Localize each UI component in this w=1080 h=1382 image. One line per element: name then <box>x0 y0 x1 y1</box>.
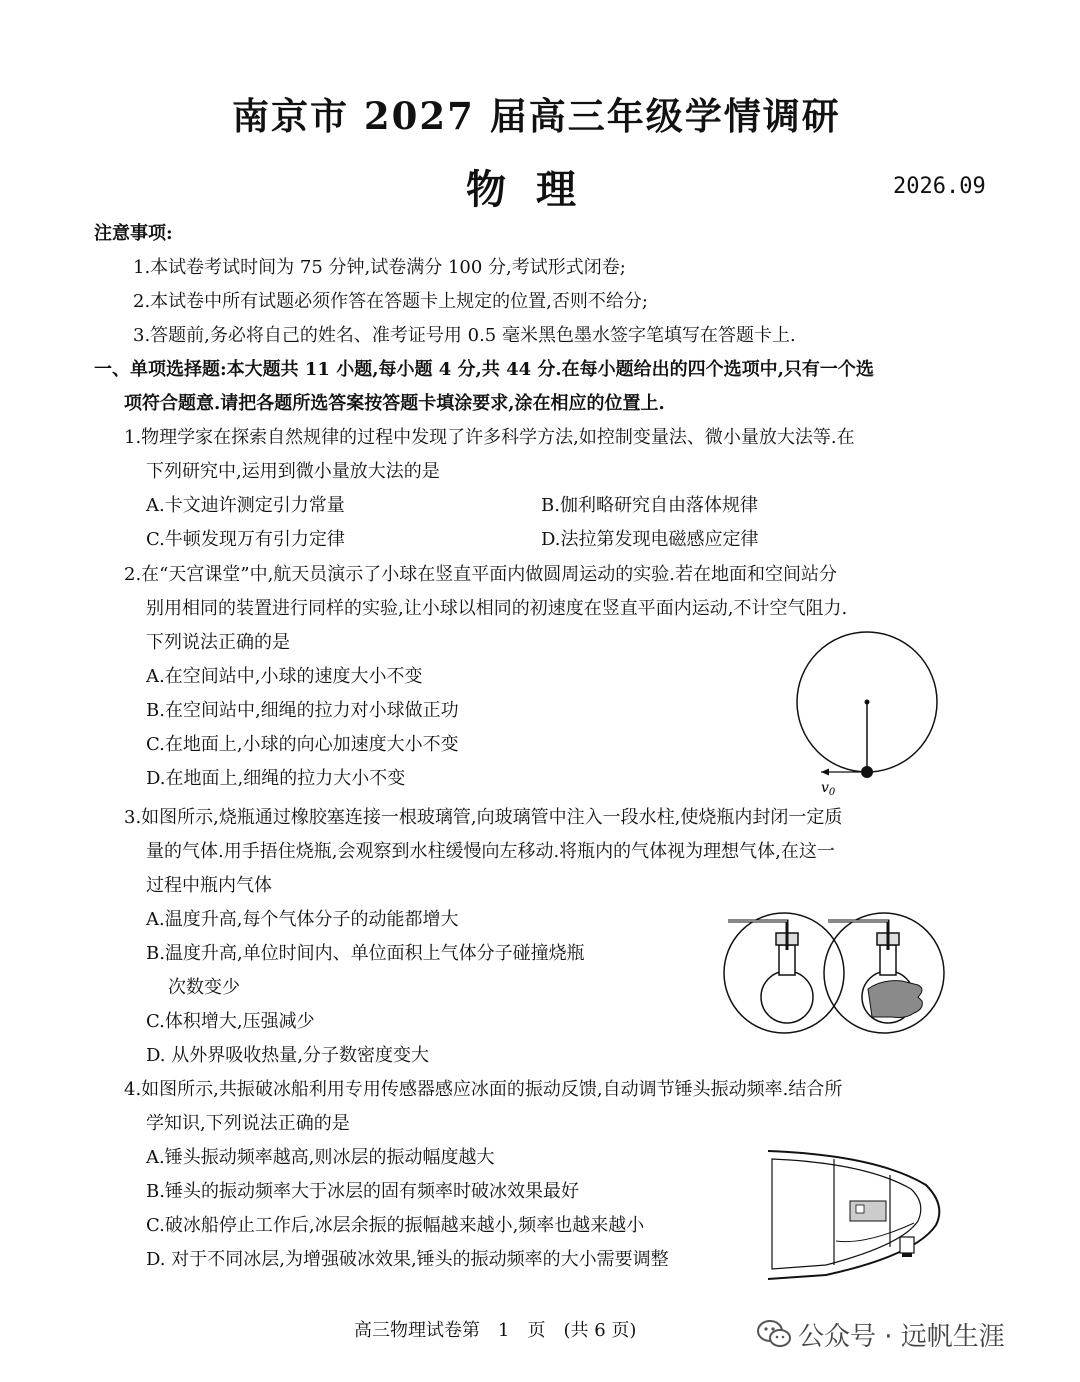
notice-item-1: 1.本试卷考试时间为 75 分钟,试卷满分 100 分,考试形式闭卷; <box>133 257 626 278</box>
q1-option-a: A.卡文迪许测定引力常量 <box>146 495 345 516</box>
q4-stem-line-1: 4.如图所示,共振破冰船利用专用传感器感应冰面的振动反馈,自动调节锤头振动频率.结合所 <box>124 1079 843 1100</box>
q2-stem-line-3: 下列说法正确的是 <box>146 632 290 653</box>
q2-option-c: C.在地面上,小球的向心加速度大小不变 <box>146 734 459 755</box>
q4-option-a: A.锤头振动频率越高,则冰层的振动幅度越大 <box>146 1147 495 1168</box>
ball <box>861 766 873 778</box>
q3-stem-line-2: 量的气体.用手捂住烧瓶,会观察到水柱缓慢向左移动.将瓶内的气体视为理想气体,在这一 <box>146 841 835 862</box>
q2-stem-line-1: 2.在“天宫课堂”中,航天员演示了小球在竖直平面内做圆周运动的实验.若在地面和空间站分 <box>124 564 838 585</box>
q3-option-b-line-1: B.温度升高,单位时间内、单位面积上气体分子碰撞烧瓶 <box>146 943 585 964</box>
sensor-box <box>856 1205 864 1213</box>
notice-item-2: 2.本试卷中所有试题必须作答在答题卡上规定的位置,否则不给分; <box>133 291 648 312</box>
q4-option-c: C.破冰船停止工作后,冰层余振的振幅越来越小,频率也越来越小 <box>146 1215 645 1236</box>
q2-circle-figure <box>795 632 945 797</box>
q2-stem-line-2: 别用相同的装置进行同样的实验,让小球以相同的初速度在竖直平面内运动,不计空气阻力. <box>146 598 848 619</box>
q3-option-a: A.温度升高,每个气体分子的动能都增大 <box>146 909 459 930</box>
q2-option-d: D.在地面上,细绳的拉力大小不变 <box>146 768 406 789</box>
section-heading-line-1: 一、单项选择题:本大题共 11 小题,每小题 4 分,共 44 分.在每小题给出的四个选项中,只有一个选 <box>94 359 874 380</box>
left-flask <box>728 921 813 1023</box>
wechat-icon <box>757 1319 791 1349</box>
notice-item-3: 3.答题前,务必将自己的姓名、准考证号用 0.5 毫米黑色墨水签字笔填写在答题卡上. <box>133 325 796 346</box>
q4-option-d: D. 对于不同冰层,为增强破冰效果,锤头的振动频率的大小需要调整 <box>146 1249 669 1270</box>
q3-option-d: D. 从外界吸收热量,分子数密度变大 <box>146 1045 429 1066</box>
q2-option-b: B.在空间站中,细绳的拉力对小球做正功 <box>146 700 459 721</box>
q4-icebreaker-figure <box>766 1145 946 1285</box>
q1-stem-line-1: 1.物理学家在探索自然规律的过程中发现了许多科学方法,如控制变量法、微小量放大法等.在 <box>124 427 855 448</box>
q3-stem-line-1: 3.如图所示,烧瓶通过橡胶塞连接一根玻璃管,向玻璃管中注入一段水柱,使烧瓶内封闭一定质 <box>124 807 843 828</box>
q1-option-d: D.法拉第发现电磁感应定律 <box>541 529 759 550</box>
watermark-text: 公众号 · 远帆生涯 <box>798 1322 1005 1352</box>
notice-heading: 注意事项: <box>94 223 173 244</box>
q4-stem-line-2: 学知识,下列说法正确的是 <box>146 1113 350 1134</box>
page-footer: 高三物理试卷第 1 页 (共 6 页) <box>354 1320 637 1341</box>
q3-option-b-line-2: 次数变少 <box>168 977 240 998</box>
q3-option-c: C.体积增大,压强减少 <box>146 1011 315 1032</box>
q4-option-b: B.锤头的振动频率大于冰层的固有频率时破冰效果最好 <box>146 1181 579 1202</box>
q3-stem-line-3: 过程中瓶内气体 <box>146 875 272 896</box>
exam-date: 2026.09 <box>893 174 986 199</box>
q3-flask-figure <box>722 905 958 1045</box>
exam-title: 南京市 2027 届高三年级学情调研 <box>232 94 841 138</box>
hammer-mechanism <box>850 1201 886 1221</box>
subject-title: 物理 <box>466 166 606 213</box>
q2-option-a: A.在空间站中,小球的速度大小不变 <box>146 666 423 687</box>
velocity-label: $v_0$ <box>821 780 836 798</box>
q1-option-c: C.牛顿发现万有引力定律 <box>146 529 345 550</box>
hand-icon <box>868 981 922 1018</box>
velocity-arrowhead <box>821 769 829 776</box>
section-heading-line-2: 项符合题意.请把各题所选答案按答题卡填涂要求,涂在相应的位置上. <box>124 393 665 414</box>
q1-stem-line-2: 下列研究中,运用到微小量放大法的是 <box>146 461 440 482</box>
q1-option-b: B.伽利略研究自由落体规律 <box>541 495 758 516</box>
hammer-head <box>900 1237 914 1253</box>
hammer-tip <box>902 1253 912 1257</box>
